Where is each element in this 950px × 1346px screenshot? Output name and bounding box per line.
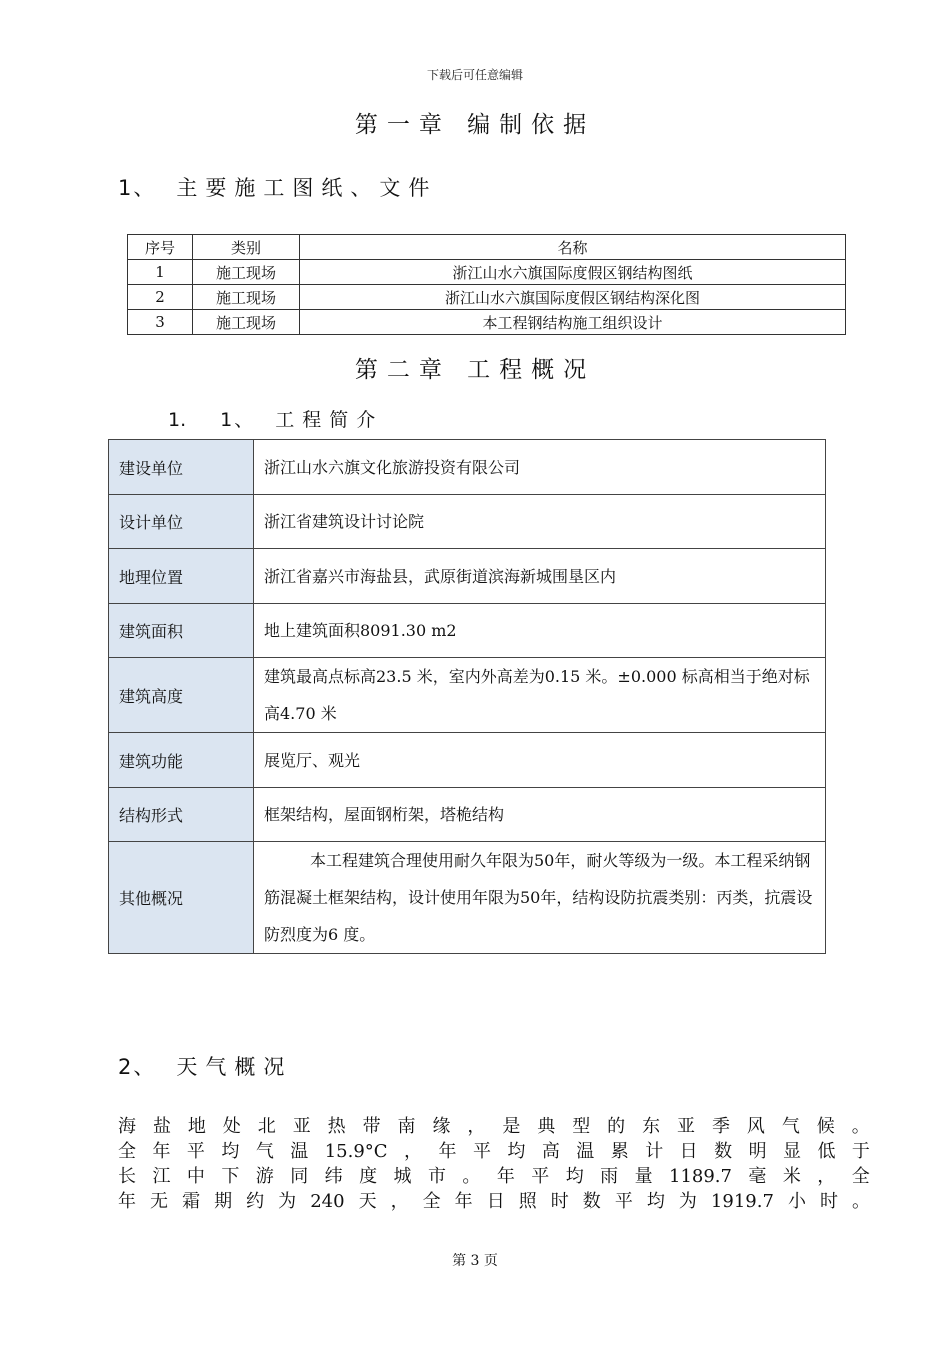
text-token: 于 (851, 1141, 870, 1162)
text-token: ， (390, 1191, 409, 1212)
cell-name: 浙江山水六旗国际度假区钢结构图纸 (300, 260, 846, 285)
text-token: 全 (851, 1166, 870, 1187)
text-token: 下 (221, 1166, 240, 1187)
text-token: 季 (711, 1116, 730, 1137)
text-token: 年 (496, 1166, 515, 1187)
text-token: 15.9°C (324, 1141, 388, 1162)
text-token: 。 (852, 1191, 870, 1212)
row-value: 本工程建筑合理使用耐久年限为50年，耐火等级为一级。本工程采纳钢筋混凝土框架结构，设计使用年限为50年，结构设防抗震类别：丙类，抗震设防烈度为6 度。 (254, 842, 826, 954)
section-1-heading (118, 172, 437, 202)
text-token: 典 (537, 1116, 556, 1137)
text-token: 累 (610, 1141, 629, 1162)
text-token: 盐 (152, 1116, 171, 1137)
text-token: 度 (359, 1166, 378, 1187)
text-token: 1919.7 (710, 1191, 774, 1212)
table-row (109, 440, 826, 495)
text-token: 中 (186, 1166, 205, 1187)
text-token: 平 (531, 1166, 550, 1187)
text-token: 时 (550, 1191, 569, 1212)
text-token: 江 (152, 1166, 171, 1187)
text-token: 候 (816, 1116, 835, 1137)
text-token: 日 (486, 1191, 505, 1212)
paragraph-line (118, 1139, 870, 1164)
text-token: ， (467, 1116, 486, 1137)
text-token: 均 (565, 1166, 584, 1187)
header-no: 序号 (128, 235, 193, 260)
table-row (109, 842, 826, 954)
text-token: 海 (118, 1116, 136, 1137)
section-2-title: 天气概况 (176, 1055, 293, 1079)
row-label: 其他概况 (109, 842, 254, 954)
table-row (109, 549, 826, 604)
text-token: 高 (541, 1141, 560, 1162)
table-row (109, 495, 826, 549)
text-token: 1189.7 (669, 1166, 732, 1187)
text-token: 均 (507, 1141, 526, 1162)
text-token: 日 (679, 1141, 698, 1162)
text-token: 平 (614, 1191, 633, 1212)
row-label: 地理位置 (109, 549, 254, 604)
text-token: 温 (290, 1141, 309, 1162)
text-token: 数 (714, 1141, 733, 1162)
text-token: 平 (186, 1141, 205, 1162)
text-token: 全 (422, 1191, 441, 1212)
section-2-1-title: 工程简介 (275, 409, 384, 431)
text-token: 游 (255, 1166, 274, 1187)
text-token: 热 (327, 1116, 346, 1137)
cell-no: 1 (128, 260, 193, 285)
text-token: 计 (645, 1141, 664, 1162)
text-token: 年 (118, 1191, 136, 1212)
cell-name: 浙江山水六旗国际度假区钢结构深化图 (300, 285, 846, 310)
text-token: 米 (782, 1166, 801, 1187)
text-token: 处 (222, 1116, 241, 1137)
text-token: 亚 (677, 1116, 695, 1137)
text-token: 显 (783, 1141, 802, 1162)
section-2-1-heading (168, 405, 383, 432)
row-label: 建筑面积 (109, 604, 254, 658)
paragraph-line (118, 1189, 870, 1214)
text-token: 的 (607, 1116, 626, 1137)
text-token: 亚 (292, 1116, 311, 1137)
row-value: 展览厅、观光 (254, 733, 826, 788)
text-token: 南 (397, 1116, 416, 1137)
text-token: 。 (462, 1166, 481, 1187)
page-footer: 第 3 页 (452, 1253, 498, 1269)
text-token: 气 (781, 1116, 800, 1137)
chapter-2-title: 第二章 工程概况 (354, 357, 596, 383)
section-1-title: 主要施工图纸、文件 (176, 176, 438, 200)
text-token: 风 (746, 1116, 765, 1137)
row-value: 框架结构，屋面钢桁架，塔桅结构 (254, 788, 826, 842)
text-token: 是 (502, 1116, 521, 1137)
table-header-row (128, 235, 846, 260)
text-token: 为 (678, 1191, 697, 1212)
cell-category: 施工现场 (193, 260, 300, 285)
text-token: 霜 (182, 1191, 201, 1212)
paragraph-line (118, 1114, 870, 1139)
text-token: 数 (582, 1191, 601, 1212)
row-value: 浙江山水六旗文化旅游投资有限公司 (254, 440, 826, 495)
table-row (109, 733, 826, 788)
section-2-1-number: 1、 (220, 409, 256, 431)
table-row (128, 260, 846, 285)
text-token: 小 (787, 1191, 806, 1212)
text-token: 年 (454, 1191, 473, 1212)
page-header: 下载后可任意编辑 (426, 68, 523, 82)
text-token: 明 (748, 1141, 767, 1162)
text-token: 240 (310, 1191, 345, 1212)
section-2-1-prefix: 1. (168, 409, 187, 431)
cell-category: 施工现场 (193, 285, 300, 310)
text-token: 缘 (432, 1116, 451, 1137)
row-value: 浙江省嘉兴市海盐县，武原街道滨海新城围垦区内 (254, 549, 826, 604)
chapter-1-title: 第一章 编制依据 (354, 112, 596, 138)
text-token: 城 (393, 1166, 412, 1187)
weather-paragraph (118, 1114, 870, 1214)
text-token: 东 (642, 1116, 661, 1137)
drawings-table (127, 234, 846, 335)
table-row (109, 788, 826, 842)
text-token: 全 (118, 1141, 136, 1162)
cell-category: 施工现场 (193, 310, 300, 335)
table-row (109, 658, 826, 733)
text-token: 毫 (748, 1166, 767, 1187)
row-label: 建设单位 (109, 440, 254, 495)
text-token: 时 (819, 1191, 838, 1212)
cell-name: 本工程钢结构施工组织设计 (300, 310, 846, 335)
text-token: 为 (278, 1191, 297, 1212)
row-value: 建筑最高点标高23.5 米，室内外高差为0.15 米。±0.000 标高相当于绝对标高4.70 米 (254, 658, 826, 733)
text-token: 市 (427, 1166, 446, 1187)
text-token: 型 (572, 1116, 591, 1137)
text-token: 。 (851, 1116, 870, 1137)
text-token: 雨 (600, 1166, 619, 1187)
text-token: 期 (214, 1191, 233, 1212)
text-token: 天 (358, 1191, 377, 1212)
project-overview-table (108, 439, 826, 954)
text-token: 年 (438, 1141, 457, 1162)
row-label: 建筑高度 (109, 658, 254, 733)
row-value: 浙江省建筑设计讨论院 (254, 495, 826, 549)
cell-no: 2 (128, 285, 193, 310)
text-token: ， (404, 1141, 423, 1162)
row-label: 建筑功能 (109, 733, 254, 788)
table-row (128, 285, 846, 310)
text-token: 无 (150, 1191, 169, 1212)
text-token: 长 (118, 1166, 136, 1187)
table-row (128, 310, 846, 335)
header-category: 类别 (193, 235, 300, 260)
text-token: 温 (576, 1141, 595, 1162)
text-token: 地 (187, 1116, 206, 1137)
text-token: 气 (255, 1141, 274, 1162)
text-token: 均 (221, 1141, 240, 1162)
text-token: 均 (646, 1191, 665, 1212)
text-token: 低 (817, 1141, 836, 1162)
header-name: 名称 (300, 235, 846, 260)
table-row (109, 604, 826, 658)
cell-no: 3 (128, 310, 193, 335)
text-token: 量 (634, 1166, 653, 1187)
section-2-number: 2、 (118, 1055, 157, 1079)
text-token: 约 (246, 1191, 265, 1212)
row-value: 地上建筑面积8091.30 m2 (254, 604, 826, 658)
text-token: 照 (518, 1191, 537, 1212)
section-2-heading (118, 1051, 292, 1081)
row-label: 结构形式 (109, 788, 254, 842)
text-token: 纬 (324, 1166, 343, 1187)
text-token: 带 (362, 1116, 381, 1137)
section-1-number: 1、 (118, 176, 157, 200)
text-token: 平 (472, 1141, 491, 1162)
text-token: 同 (290, 1166, 309, 1187)
text-token: 北 (257, 1116, 276, 1137)
row-label: 设计单位 (109, 495, 254, 549)
paragraph-line (118, 1164, 870, 1189)
text-token: 年 (152, 1141, 171, 1162)
text-token: ， (817, 1166, 836, 1187)
